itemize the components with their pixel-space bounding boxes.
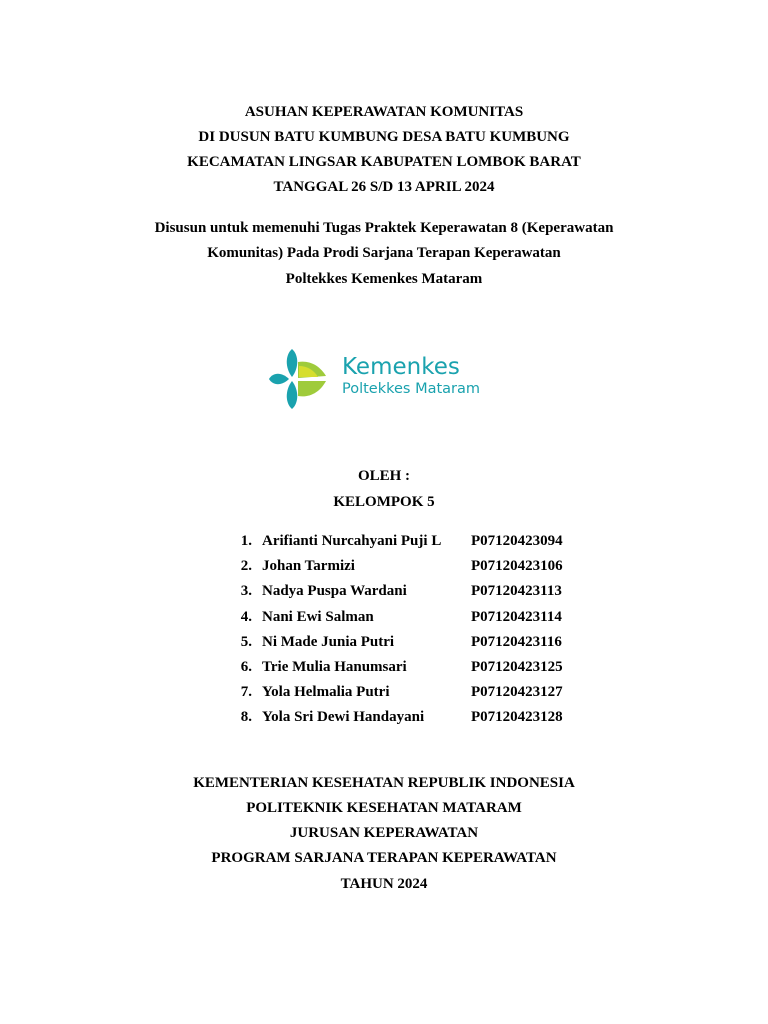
purpose-line-3: Poltekkes Kemenkes Mataram <box>285 271 483 287</box>
title-line-1: ASUHAN KEPERAWATAN KOMUNITAS <box>244 104 524 120</box>
institution-line-3: JURUSAN KEPERAWATAN <box>289 825 479 841</box>
list-item <box>0 683 768 708</box>
kemenkes-logo <box>268 346 528 412</box>
member-nim: P07120423116 <box>471 633 562 650</box>
member-name: Trie Mulia Hanumsari <box>262 658 407 675</box>
institution-line-4: PROGRAM SARJANA TERAPAN KEPERAWATAN <box>211 850 557 866</box>
member-number: 6. <box>240 658 252 675</box>
member-name: Yola Sri Dewi Handayani <box>262 709 425 726</box>
member-nim: P07120423127 <box>471 684 563 701</box>
emblem-left-leaf <box>269 374 289 385</box>
title-line-2: DI DUSUN BATU KUMBUNG DESA BATU KUMBUNG <box>198 129 570 145</box>
member-number: 7. <box>240 684 252 701</box>
member-nim: P07120423114 <box>471 608 562 625</box>
emblem-top-leaf <box>287 349 298 377</box>
institution-line-2: POLITEKNIK KESEHATAN MATARAM <box>246 800 522 816</box>
kemenkes-emblem-icon <box>268 346 332 412</box>
list-item <box>0 582 768 607</box>
member-name: Nani Ewi Salman <box>262 608 374 625</box>
emblem-bottom-leaf <box>287 381 298 409</box>
list-item <box>0 658 768 683</box>
member-name: Johan Tarmizi <box>262 558 355 575</box>
member-name: Ni Made Junia Putri <box>262 633 395 650</box>
list-item <box>0 633 768 658</box>
member-nim: P07120423113 <box>471 583 562 600</box>
member-number: 8. <box>240 709 252 726</box>
list-item <box>0 608 768 633</box>
member-nim: P07120423128 <box>471 709 563 726</box>
title-line-4: TANGGAL 26 S/D 13 APRIL 2024 <box>273 179 495 195</box>
member-name: Nadya Puspa Wardani <box>262 583 407 600</box>
member-nim: P07120423094 <box>471 533 563 549</box>
member-number: 4. <box>240 608 252 625</box>
list-item <box>0 708 768 733</box>
institution-line-5: TAHUN 2024 <box>340 876 428 892</box>
emblem-green-lower <box>298 381 326 396</box>
member-name: Arifianti Nurcahyani Puji L <box>262 533 442 549</box>
list-item <box>0 532 768 557</box>
group-name: KELOMPOK 5 <box>333 494 435 510</box>
institution-line-1: KEMENTERIAN KESEHATAN REPUBLIK INDONESIA <box>193 775 575 791</box>
logo-subtitle-text: Poltekkes Mataram <box>342 381 481 397</box>
title-line-3: KECAMATAN LINGSAR KABUPATEN LOMBOK BARAT <box>187 154 581 170</box>
member-nim: P07120423125 <box>471 658 563 675</box>
member-number: 5. <box>240 633 252 650</box>
purpose-line-1: Disusun untuk memenuhi Tugas Praktek Keperawatan 8 (Keperawatan <box>154 220 614 236</box>
by-label: OLEH : <box>357 468 411 484</box>
member-nim: P07120423106 <box>471 558 563 575</box>
logo-brand-text: Kemenkes <box>342 354 460 380</box>
purpose-line-2: Komunitas) Pada Prodi Sarjana Terapan Keperawatan <box>207 245 561 261</box>
member-name: Yola Helmalia Putri <box>262 684 390 701</box>
member-list <box>0 532 768 734</box>
list-item <box>0 557 768 582</box>
member-number: 1. <box>240 533 252 549</box>
member-number: 3. <box>240 583 252 600</box>
member-number: 2. <box>240 558 252 575</box>
